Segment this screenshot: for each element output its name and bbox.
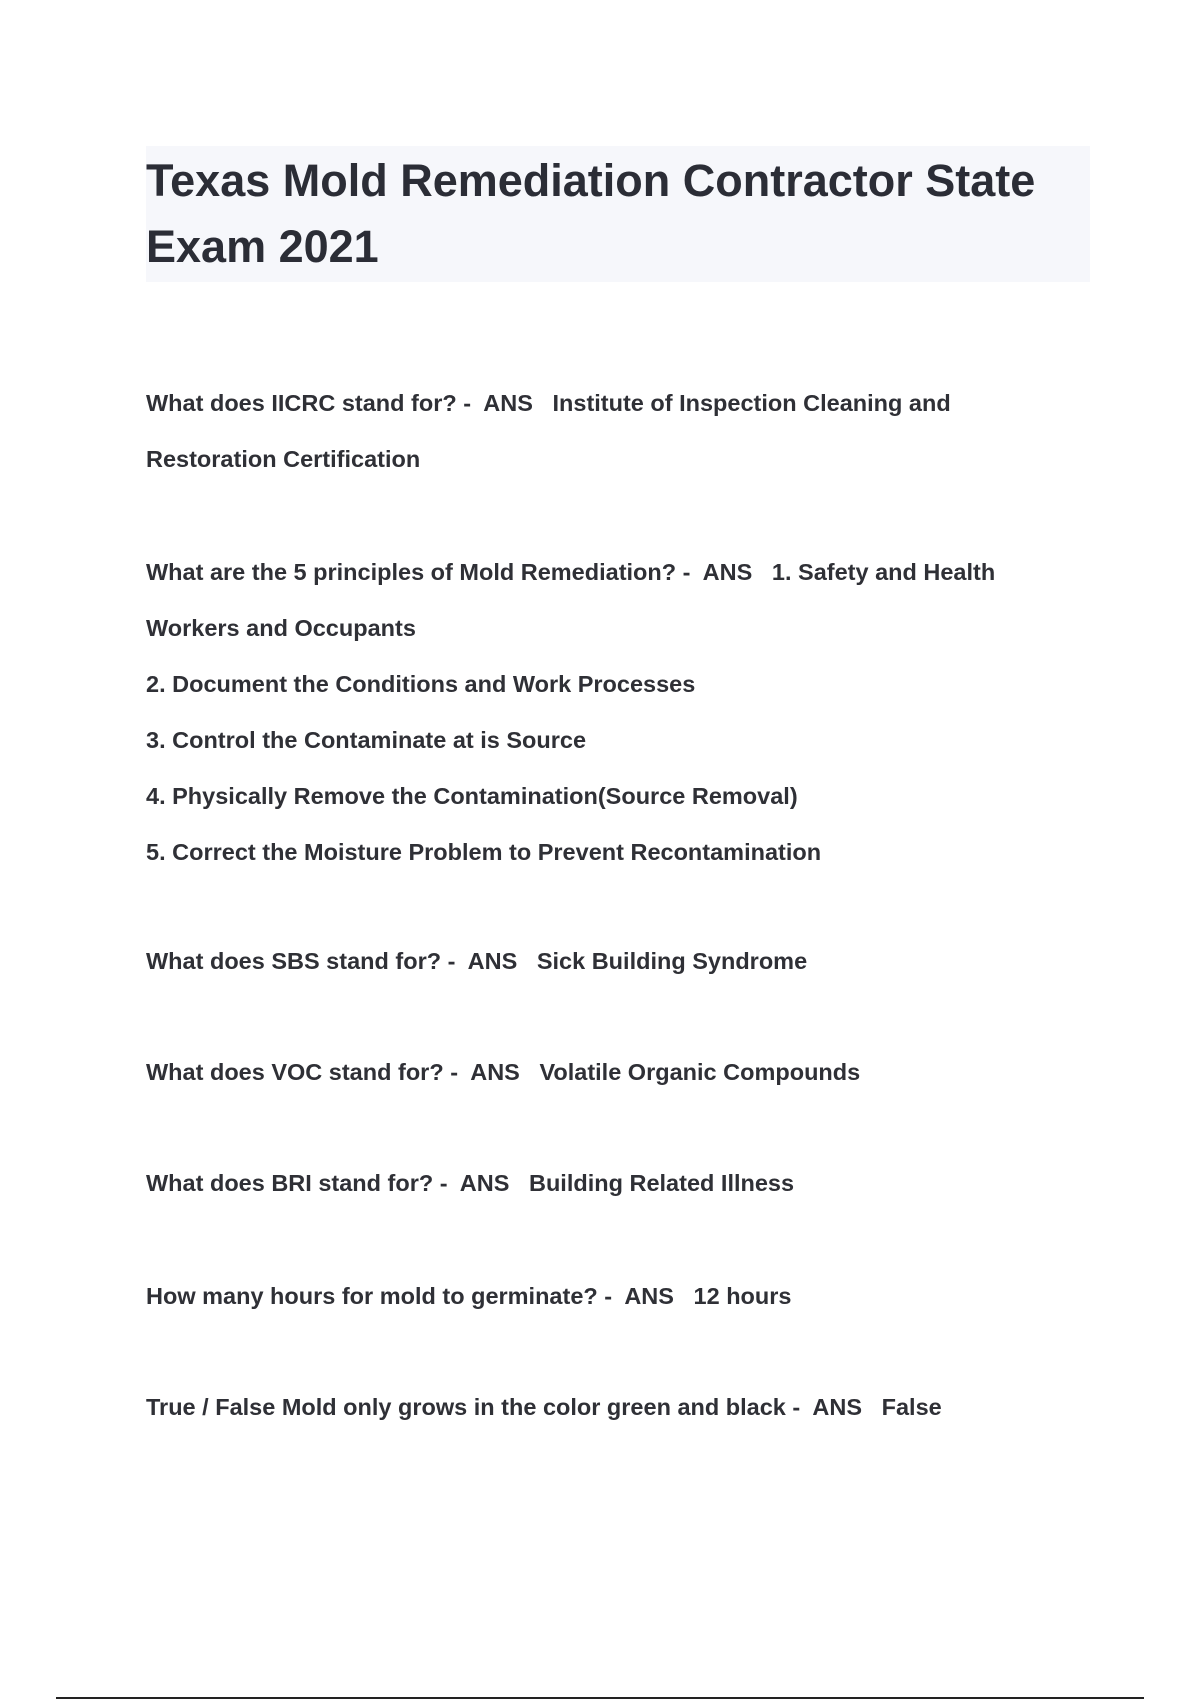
question-text: What does IICRC stand for? - <box>146 390 472 416</box>
answer-marker: ANS <box>459 1170 510 1196</box>
qa-first-line <box>146 375 1106 431</box>
qa-item-germinate <box>146 1268 1106 1324</box>
question-text: How many hours for mold to germinate? - <box>146 1283 613 1309</box>
answer-text: 2. Document the Conditions and Work Processes <box>146 671 696 697</box>
qa-item-principles <box>146 544 1106 880</box>
answer-text: 3. Control the Contaminate at is Source <box>146 727 587 753</box>
answer-marker: ANS <box>470 1059 520 1085</box>
question-text: What does SBS stand for? - <box>146 948 456 974</box>
qa-item-sbs <box>146 933 1106 989</box>
qa-item-voc <box>146 1044 1106 1100</box>
qa-first-line <box>146 933 1106 989</box>
title-banner <box>146 146 1090 282</box>
answer-text: Building Related Illness <box>528 1170 795 1196</box>
question-text: What are the 5 principles of Mold Remediation? - <box>146 559 691 585</box>
qa-item-mold-color <box>146 1379 1106 1435</box>
answer-text: False <box>881 1394 942 1420</box>
page-title: Texas Mold Remediation Contractor State Exam 2021 <box>146 155 1036 272</box>
qa-first-line <box>146 544 1106 600</box>
answer-text: 1. Safety and Health <box>771 559 996 585</box>
answer-marker: ANS <box>624 1283 674 1309</box>
qa-first-line <box>146 1268 1106 1324</box>
answer-text: 12 hours <box>693 1283 792 1309</box>
answer-text: 5. Correct the Moisture Problem to Prevent Recontamination <box>146 839 822 865</box>
answer-text: Restoration Certification <box>146 446 421 472</box>
question-text: What does VOC stand for? - <box>146 1059 459 1085</box>
answer-text: Institute of Inspection Cleaning and <box>552 390 951 416</box>
qa-first-line <box>146 1379 1106 1435</box>
qa-first-line <box>146 1155 1106 1211</box>
answer-text: Sick Building Syndrome <box>536 948 808 974</box>
question-text: What does BRI stand for? - <box>146 1170 448 1196</box>
qa-item-bri <box>146 1155 1106 1211</box>
answer-text: Volatile Organic Compounds <box>539 1059 861 1085</box>
answer-text: Workers and Occupants <box>146 615 416 641</box>
answer-text: 4. Physically Remove the Contamination(Source Removal) <box>146 783 798 809</box>
answer-marker: ANS <box>467 948 518 974</box>
answer-marker: ANS <box>812 1394 863 1420</box>
answer-marker: ANS <box>702 559 753 585</box>
question-text: True / False Mold only grows in the color green and black - <box>146 1394 801 1420</box>
footer-divider <box>56 1697 1144 1699</box>
qa-item-iicrc <box>146 375 1106 487</box>
qa-first-line <box>146 1044 1106 1100</box>
answer-marker: ANS <box>483 390 533 416</box>
